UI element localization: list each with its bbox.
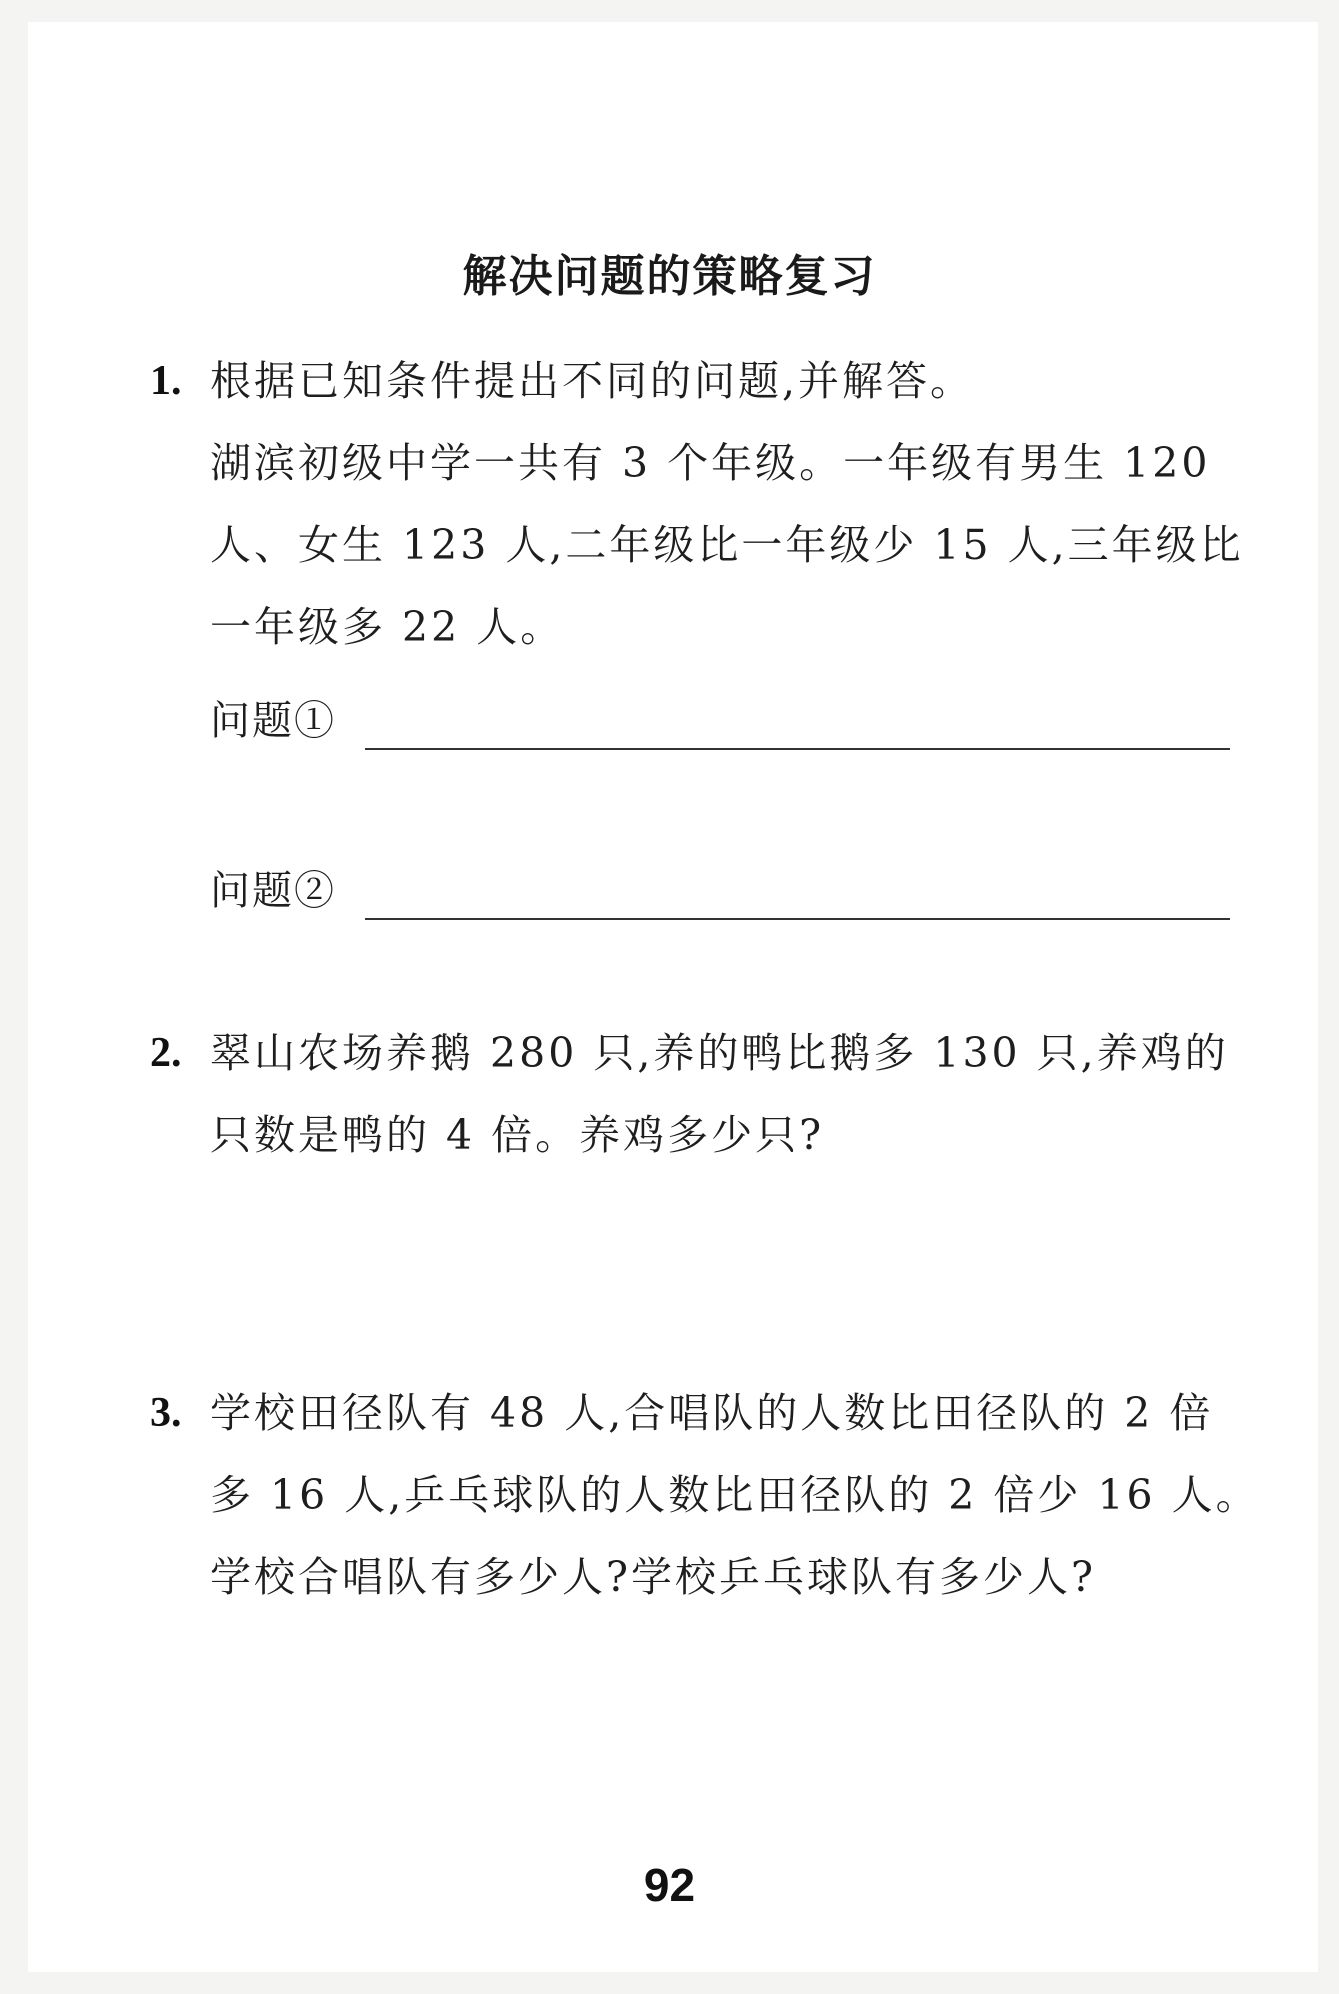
answer-line-2[interactable] — [365, 918, 1230, 920]
question-number: 1. — [150, 358, 182, 404]
question-line: 一年级多 22 人。 — [210, 603, 565, 651]
worksheet-sheet — [28, 22, 1318, 1972]
question-line: 人、女生 123 人,二年级比一年级少 15 人,三年级比 — [210, 521, 1244, 569]
question-number: 3. — [150, 1390, 182, 1436]
answer-row-1 — [210, 690, 1230, 750]
answer-label: 问题① — [210, 698, 336, 744]
question-body — [210, 1012, 1240, 1176]
question-1 — [150, 340, 1244, 668]
answer-row-2 — [210, 860, 1230, 920]
question-number: 2. — [150, 1030, 182, 1076]
question-line: 湖滨初级中学一共有 3 个年级。一年级有男生 120 — [210, 439, 1211, 487]
answer-label: 问题② — [210, 868, 336, 914]
question-line: 只数是鸭的 4 倍。养鸡多少只? — [210, 1111, 825, 1159]
question-line: 学校合唱队有多少人?学校乒乓球队有多少人? — [210, 1553, 1096, 1601]
page-title: 解决问题的策略复习 — [462, 251, 877, 302]
question-line: 翠山农场养鹅 280 只,养的鸭比鹅多 130 只,养鸡的 — [210, 1029, 1229, 1077]
answer-line-1[interactable] — [365, 748, 1230, 750]
question-line: 学校田径队有 48 人,合唱队的人数比田径队的 2 倍 — [210, 1389, 1214, 1437]
question-line: 根据已知条件提出不同的问题,并解答。 — [210, 357, 975, 405]
question-body — [210, 340, 1244, 668]
page-number: 92 — [643, 1859, 696, 1911]
question-2 — [150, 1012, 1240, 1176]
question-3 — [150, 1372, 1260, 1618]
question-line: 多 16 人,乒乓球队的人数比田径队的 2 倍少 16 人。 — [210, 1471, 1260, 1519]
question-body — [210, 1372, 1260, 1618]
